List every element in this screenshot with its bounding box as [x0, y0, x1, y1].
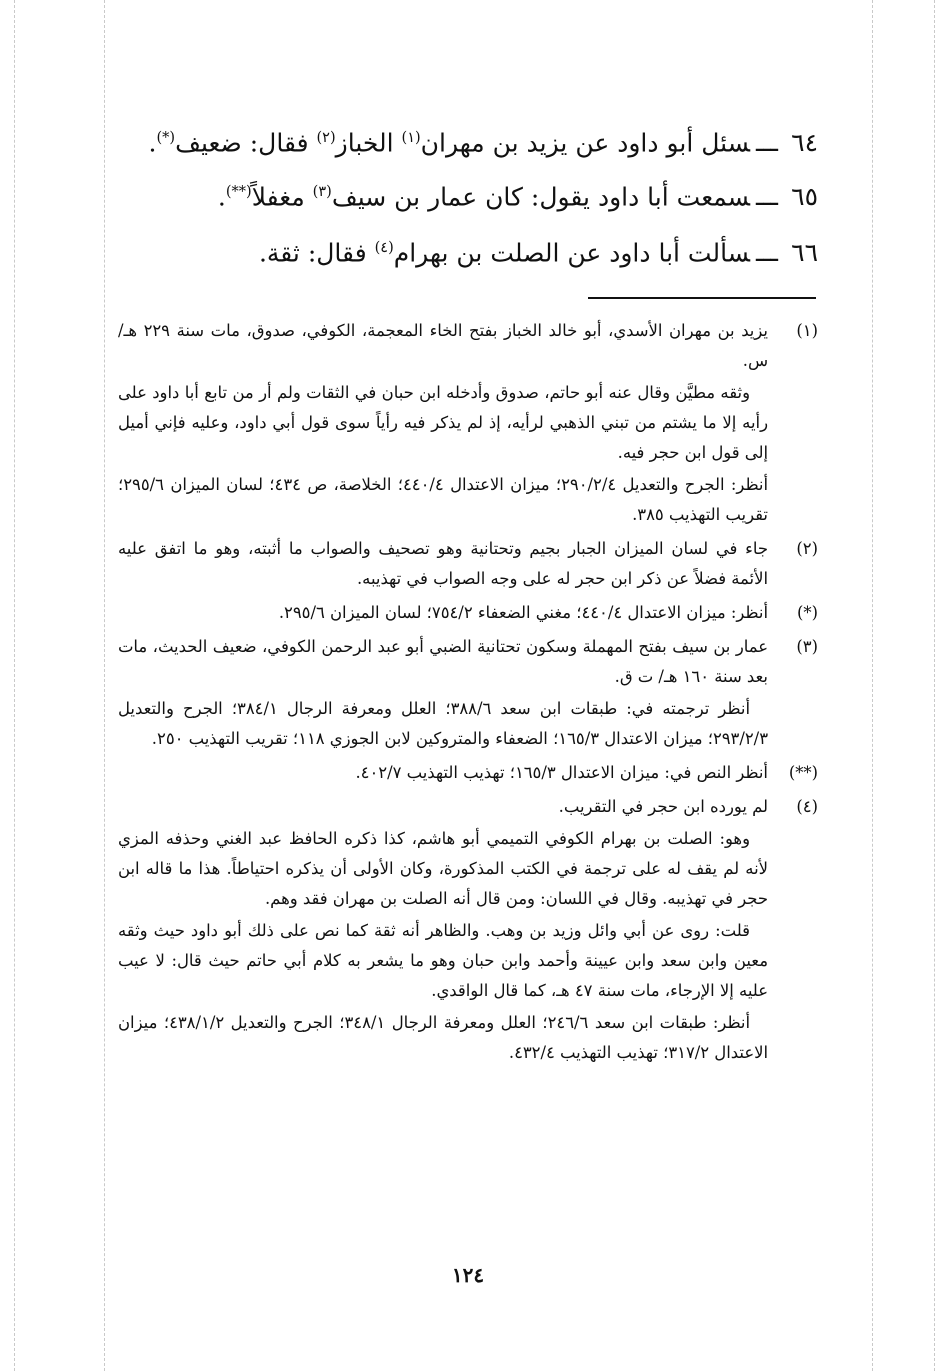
footnote-mark: (٣) — [796, 637, 818, 656]
entry-text: سألت أبا داود عن الصلت بن بهرام — [393, 238, 751, 268]
entry-number: ٦٦ — [791, 238, 818, 268]
footnote-text: وهو: الصلت بن بهرام الكوفي التميمي أبو هاشم، كذا ذكره الحافظ عبد الغني وحذفه المزي لأنه لم يقف له على ترجمة في الكتب المذكورة، وكان الأولى أن يذكره احتياطاً. هذا ما قاله ابن حجر في تهذيبه. وقال في اللسان: ومن قال أنه الصلت بن مهران فقد وهم. — [118, 829, 768, 908]
footnote-mark: (**) — [788, 763, 818, 782]
footnote-text: يزيد بن مهران الأسدي، أبو خالد الخباز بفتح الخاء المعجمة، الكوفي، صدوق، مات سنة ٢٢٩ هـ/ س. — [118, 321, 768, 370]
footnote-text: عمار بن سيف بفتح المهملة وسكون تحتانية الضبي أبو عبد الرحمن الكوفي، ضعيف الحديث، مات بعد سنة ١٦٠ هـ/ ت ق. — [118, 637, 768, 686]
footnote-text: لم يورده ابن حجر في التقريب. — [558, 797, 768, 816]
entry-number: ٦٤ — [791, 128, 818, 158]
entry-65: ٦٥ـــسمعت أبا داود يقول: كان عمار بن سيف$^{(٣)}$ مغفلاً(**). — [118, 172, 818, 217]
footnote-ref: (١) — [401, 130, 421, 146]
scan-margin-line — [872, 0, 873, 1371]
entry-text: سئل أبو داود عن يزيد بن مهران — [420, 128, 751, 158]
footnote-text: أنظر: الجرح والتعديل ٢٩٠/٢/٤؛ ميزان الاعتدال ٤٤٠/٤؛ الخلاصة، ص ٤٣٤؛ لسان الميزان ٢٩٥/٦؛ تقريب التهذيب ٣٨٥. — [118, 475, 769, 524]
footnote-1 — [118, 316, 818, 532]
scan-margin-line — [104, 0, 105, 1371]
footnote-ref: (*) — [156, 130, 176, 146]
entry-text: فقال: ضعيف — [175, 128, 317, 158]
footnote-text: أنظر: ميزان الاعتدال ٤٤٠/٤؛ مغني الضعفاء ٧٥٤/٢؛ لسان الميزان ٢٩٥/٦. — [278, 603, 768, 622]
entry-number: ٦٥ — [791, 182, 818, 212]
footnote-mark: (٢) — [796, 539, 818, 558]
page-number: ١٢٤ — [451, 1263, 485, 1287]
footnote-text: جاء في لسان الميزان الجبار بجيم وتحتانية وهو تصحيف والصواب ما أثبته، وهو ما اتفق عليه الأئمة فضلاً عن ذكر ابن حجر له على وجه الصواب في تهذيبه. — [118, 539, 768, 588]
entry-text: فقال: ثقة. — [258, 238, 375, 268]
entry-text: . — [217, 182, 226, 212]
footnote-text: أنظر: طبقات ابن سعد ٢٤٦/٦؛ العلل ومعرفة الرجال ٣٤٨/١؛ الجرح والتعديل ٤٣٨/١/٢؛ ميزان الاعتدال ٣١٧/٢؛ تهذيب التهذيب ٤٣٢/٤. — [118, 1013, 768, 1062]
footnotes — [118, 316, 818, 1072]
entry-text: مغفلاً — [251, 182, 313, 212]
scan-margin-line — [14, 0, 15, 1371]
footnote-ref: (٢) — [316, 130, 336, 146]
entry-text: الخباز — [335, 128, 402, 158]
footnote-4 — [118, 792, 818, 1070]
footnote-mark: (١) — [796, 321, 818, 340]
footnote-text: أنظر ترجمته في: طبقات ابن سعد ٣٨٨/٦؛ العلل ومعرفة الرجال ٣٨٤/١؛ الجرح والتعديل ٢٩٣/٢/٣؛ ميزان الاعتدال ١٦٥/٣؛ الضعفاء والمتروكين لابن الجوزي ١١٨؛ تقريب التهذيب ٢٥٠. — [118, 699, 768, 748]
footnote-text: قلت: روى عن أبي وائل وزيد بن وهب. والظاهر أنه ثقة كما نص على ذلك أبو داود حيث وثقه معين وابن سعد وابن عيينة وأحمد وابن حبان وهو ما يشعر به كلام أبي حاتم حيث قال: لا عيب عليه إلا الإرجاء، مات سنة ٤٧ هـ، كما قال الواقدي. — [118, 921, 768, 1000]
scan-margin-line — [934, 0, 935, 1371]
entry-66: ٦٦ـــسألت أبا داود عن الصلت بن بهرام$^{(٤)}$ فقال: ثقة. — [118, 228, 818, 273]
footnote-mark: (*) — [797, 603, 818, 622]
footnote-ref: (**) — [225, 184, 252, 200]
footnote-ref: (٤) — [374, 240, 394, 256]
footnote-ref: (٣) — [312, 184, 332, 200]
footnote-star — [118, 598, 818, 630]
footnote-text: أنظر النص في: ميزان الاعتدال ١٦٥/٣؛ تهذيب التهذيب ٤٠٢/٧. — [355, 763, 768, 782]
entry-text: . — [148, 128, 157, 158]
footnote-separator — [588, 297, 816, 299]
entry-text: سمعت أبا داود يقول: كان عمار بن سيف — [331, 182, 751, 212]
entry-64: ٦٤ـــسئل أبو داود عن يزيد بن مهران$^{(١)}$ الخباز$^{(٢)}$ فقال: ضعيف(*). — [118, 118, 818, 163]
footnote-mark: (٤) — [796, 797, 818, 816]
footnote-text: وثقه مطيَّن وقال عنه أبو حاتم، صدوق وأدخله ابن حبان في الثقات ولم أر من تابع أبا داود على رأيه إلا ما يشتم من تبني الذهبي لرأيه، إذ لم يذكر فيه رأياً سوى قول أبي داود، وعليه فإني أميل إلى قول ابن حجر فيه. — [118, 383, 768, 462]
footnote-2 — [118, 534, 818, 596]
footnote-double-star — [118, 758, 818, 790]
footnote-3 — [118, 632, 818, 756]
